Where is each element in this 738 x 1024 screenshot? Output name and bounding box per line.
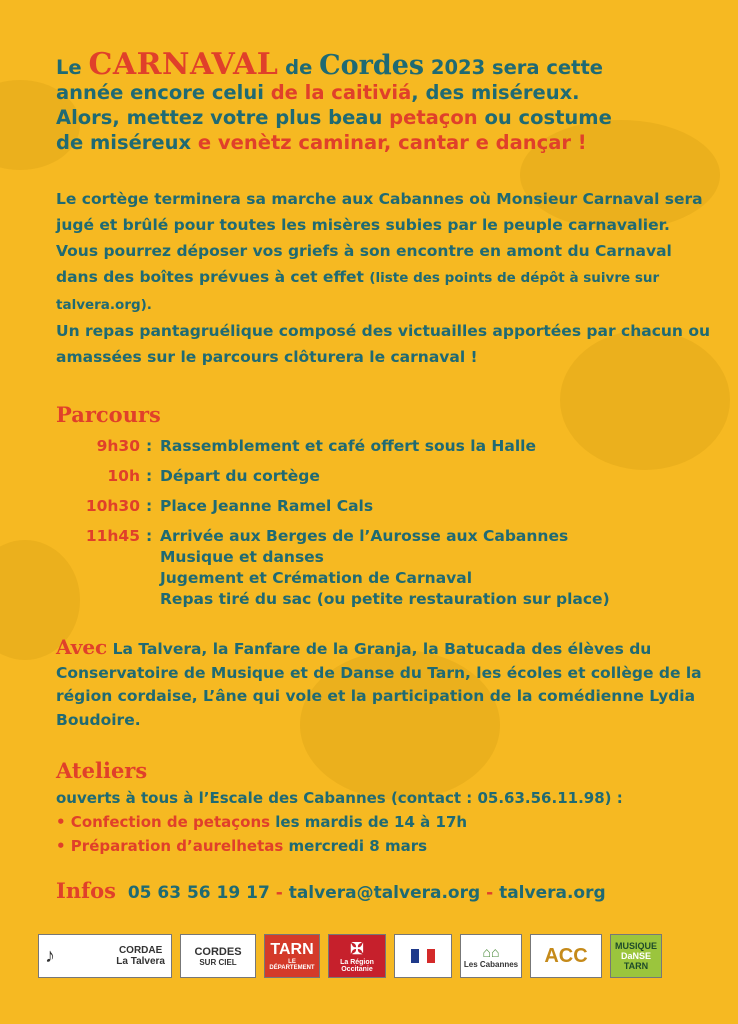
infos-line: Infos 05 63 56 19 17 - talvera@talvera.org - talvera.org: [56, 878, 606, 903]
phone-number: 05 63 56 19 17: [127, 883, 270, 903]
avec-paragraph: Avec La Talvera, la Fanfare de la Granja, la Batucada des élèves du Conservatoire de Musique et de Danse du Tarn, les écoles et collège de la région cordaise, L’âne qui vole et la participation de la comédienne Lydia Boudoire.: [56, 635, 702, 729]
schedule-row: 9h30 : Rassemblement et café offert sous la Halle: [96, 437, 536, 455]
description-p2: Vous pourrez déposer vos griefs à son encontre en amont du Carnaval dans des boîtes prévues à cet effet (liste des points de dépôt à suivre sur talvera.org).: [56, 242, 672, 313]
intro-paragraph: Le CARNAVAL de Cordes 2023 sera cette année encore celui de la caitiviá, des miséreux. Alors, mettez votre plus beau petaçon ou costume de miséreux e venètz caminar, cantar e dançar !: [56, 47, 612, 154]
schedule-row: 10h30 : Place Jeanne Ramel Cals: [85, 497, 374, 515]
communaute-logo: [530, 934, 602, 978]
occitanie-logo: ✠ La Région Occitanie: [328, 934, 386, 978]
atelier-item: • Préparation d’aurelhetas mercredi 8 mars: [56, 837, 428, 855]
infos-heading: Infos: [56, 878, 116, 903]
french-flag-icon: [411, 949, 435, 963]
cordes-title: Cordes: [319, 50, 425, 81]
partner-logos: [38, 930, 702, 982]
avec-heading: Avec: [56, 635, 108, 659]
musician-icon: ♪: [45, 944, 55, 967]
atelier-item: • Confection de petaçons les mardis de 14 à 17h: [56, 813, 468, 831]
description: [56, 186, 716, 370]
les-cabannes-logo: ⌂⌂ Les Cabannes: [460, 934, 522, 978]
description-p1: Le cortège terminera sa marche aux Cabannes où Monsieur Carnaval sera jugé et brûlé pour toutes les misères subies par le peuple carnavalier.: [56, 190, 703, 234]
ateliers-list: ouverts à tous à l’Escale des Cabannes (contact : 05.63.56.11.98) : • Confection de petaçons les mardis de 14 à 17h • Préparation d’aurelhetas mercredi 8 mars: [56, 786, 716, 858]
carnaval-title: CARNAVAL: [88, 47, 279, 82]
parcours-heading: Parcours: [56, 402, 161, 427]
village-icon: ⌂⌂: [482, 943, 500, 960]
parcours-schedule: [50, 436, 730, 619]
ateliers-heading: Ateliers: [56, 758, 148, 783]
description-p3: Un repas pantagruélique composé des victuailles apportées par chacun ou amassées sur le parcours clôturera le carnaval !: [56, 322, 711, 366]
community-icon: ACC: [544, 944, 588, 967]
occitan-cross-icon: ✠: [350, 941, 364, 958]
schedule-row: 11h45 : Arrivée aux Berges de l’Aurosse aux Cabannes Musique et danses Jugement et Crémation de Carnaval Repas tiré du sac (ou petite restauration sur place): [85, 527, 610, 608]
cordae-logo: ♪ CORDAE La Talvera: [38, 934, 172, 978]
email-link[interactable]: talvera@talvera.org: [288, 883, 481, 903]
musique-danse-tarn-logo: MUSIQUE DaNSE TARN: [610, 934, 662, 978]
tarn-logo: TARN LE DÉPARTEMENT: [264, 934, 320, 978]
schedule-row: 10h : Départ du cortège: [107, 467, 320, 485]
cordes-sur-ciel-logo: CORDES SUR CIEL: [180, 934, 256, 978]
prefecture-logo: [394, 934, 452, 978]
website-link[interactable]: talvera.org: [499, 883, 606, 903]
